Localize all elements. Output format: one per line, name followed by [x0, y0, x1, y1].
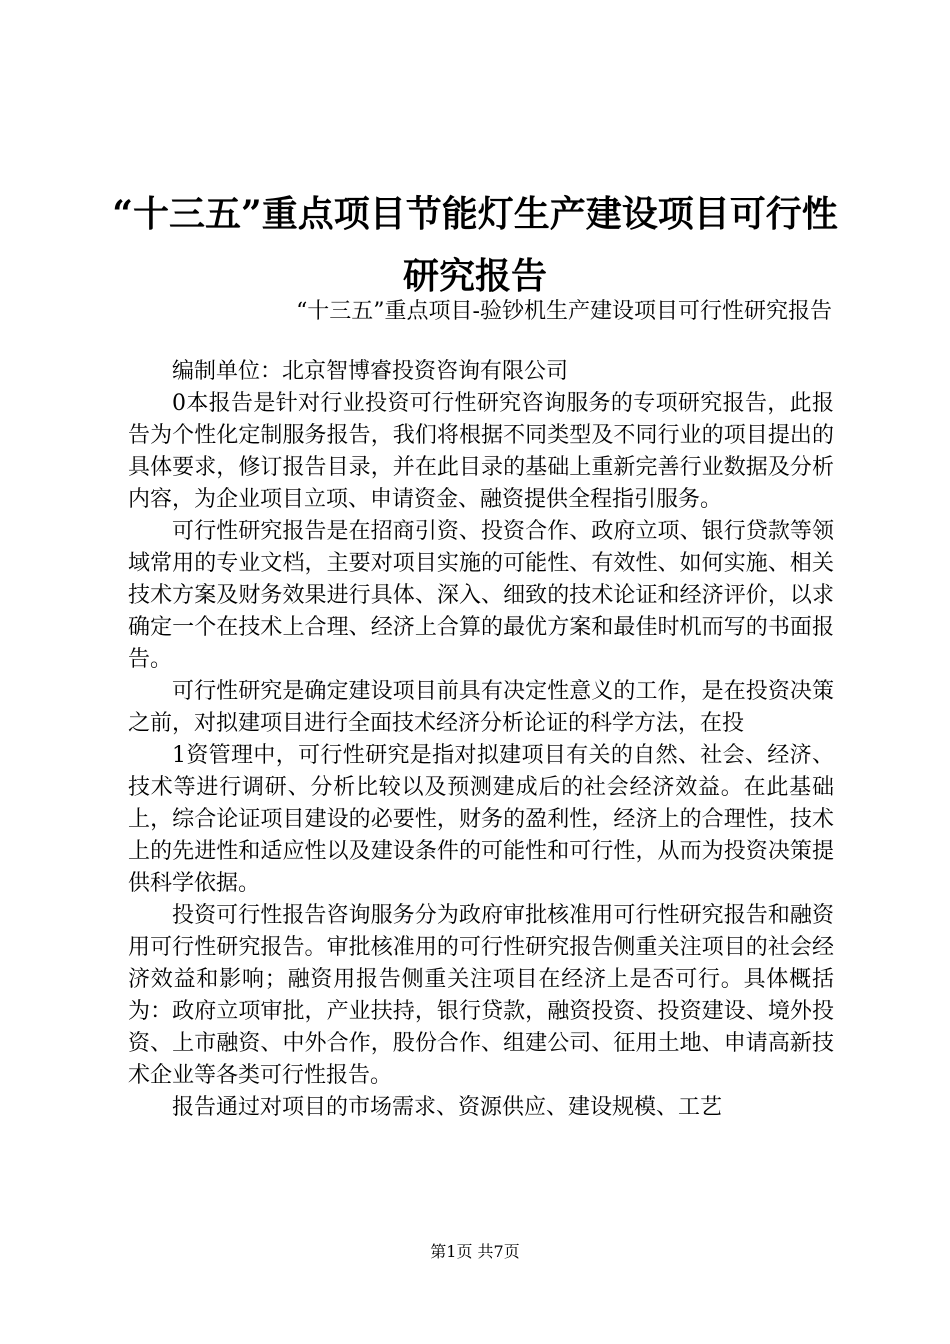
paragraph: 1资管理中，可行性研究是指对拟建项目有关的自然、社会、经济、技术等进行调研、分析比较以及预测建成后的社会经济效益。在此基础上，综合论证项目建设的必要性，财务的盈利性，经济上的合理性，技术上的先进性和适应性以及建设条件的可能性和可行性，从而为投资决策提供科学依据。 [128, 743, 834, 896]
paragraph: 可行性研究报告是在招商引资、投资合作、政府立项、银行贷款等领域常用的专业文档，主要对项目实施的可能性、有效性、如何实施、相关技术方案及财务效果进行具体、深入、细致的技术论证和经济评价，以求确定一个在技术上合理、经济上合算的最优方案和最佳时机而写的书面报告。 [128, 519, 834, 672]
paragraph: 报告通过对项目的市场需求、资源供应、建设规模、工艺 [172, 1095, 723, 1120]
paragraph: 可行性研究是确定建设项目前具有决定性意义的工作，是在投资决策之前，对拟建项目进行全面技术经济分析论证的科学方法，在投 [128, 679, 834, 736]
document-title: “十三五”重点项目节能灯生产建设项目可行性研究报告 [112, 193, 838, 297]
paragraph: 0本报告是针对行业投资可行性研究咨询服务的专项研究报告，此报告为个性化定制服务报告，我们将根据不同类型及不同行业的项目提出的具体要求，修订报告目录，并在此目录的基础上重新完善行业数据及分析内容，为企业项目立项、申请资金、融资提供全程指引服务。 [128, 391, 834, 512]
paragraph: 投资可行性报告咨询服务分为政府审批核准用可行性研究报告和融资用可行性研究报告。审批核准用的可行性研究报告侧重关注项目的社会经济效益和影响；融资用报告侧重关注项目在经济上是否可行。具体概括为：政府立项审批，产业扶持，银行贷款，融资投资、投资建设、境外投资、上市融资、中外合作，股份合作、组建公司、征用土地、申请高新技术企业等各类可行性报告。 [128, 903, 834, 1088]
paragraph-compiler: 编制单位：北京智博睿投资咨询有限公司 [172, 359, 569, 384]
document-subtitle: “十三五”重点项目-验钞机生产建设项目可行性研究报告 [296, 299, 832, 324]
document-body [128, 356, 834, 1124]
page-footer: 第1页 共7页 [430, 1242, 520, 1261]
